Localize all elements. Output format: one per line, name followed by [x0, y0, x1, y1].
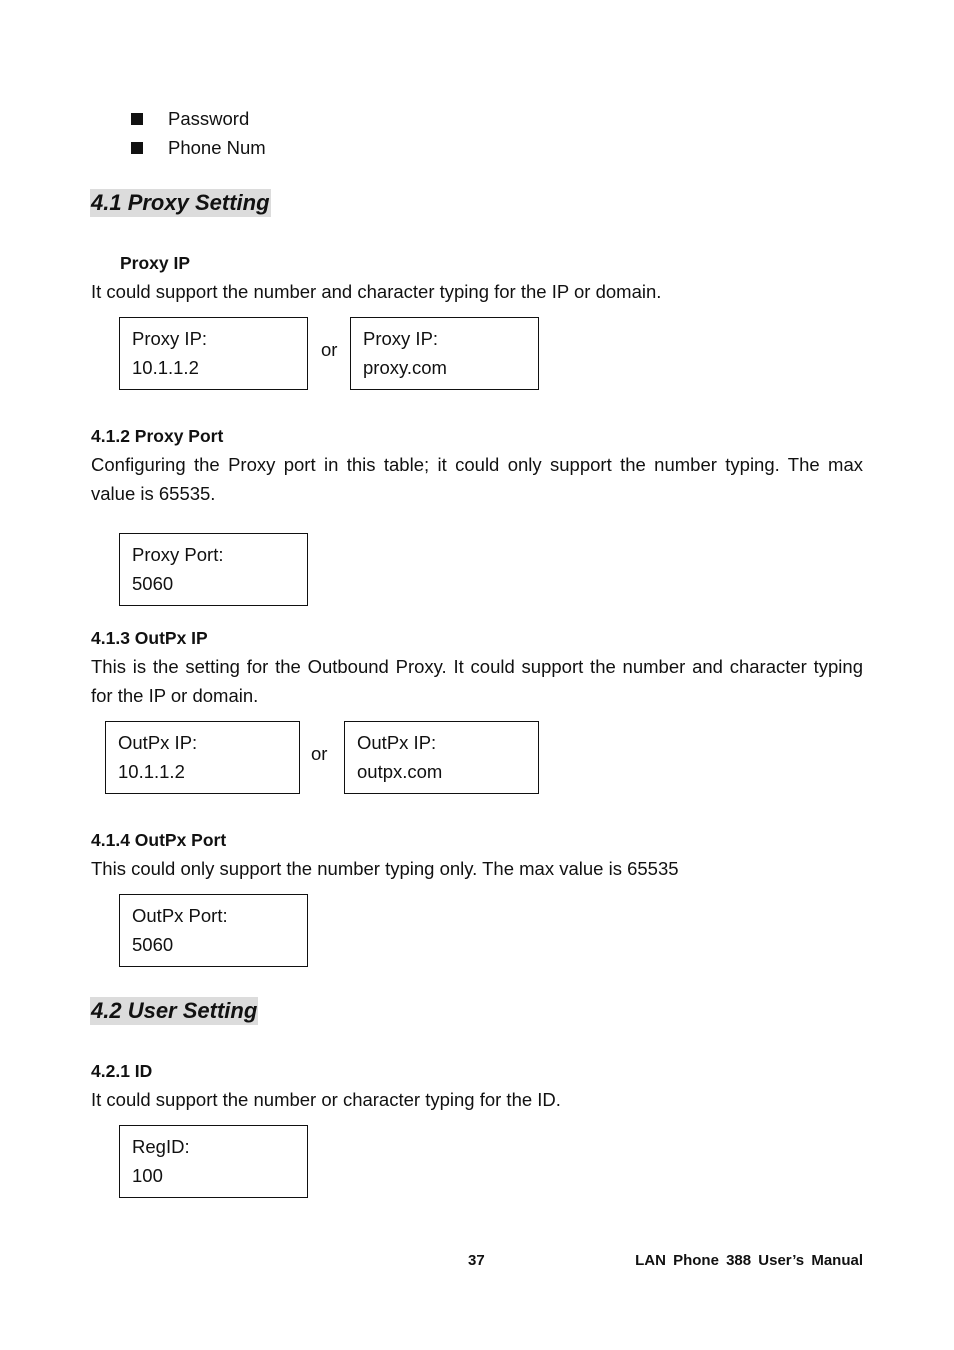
lcd-label: Proxy IP:: [132, 328, 208, 349]
lcd-value: 10.1.1.2: [118, 760, 185, 782]
lcd-value: proxy.com: [363, 356, 447, 378]
heading-id: 4.2.1 ID: [91, 1061, 153, 1081]
lcd-box-reg-id: [119, 1125, 308, 1198]
or-separator: or: [311, 743, 328, 764]
bullet-item-password: Password: [168, 108, 250, 129]
paragraph-outpx-port: This could only support the number typing only. The max value is 65535: [91, 858, 679, 879]
paragraph-id: It could support the number or character typing for the ID.: [91, 1089, 561, 1110]
lcd-value: 5060: [132, 933, 174, 955]
heading-outpx-ip: 4.1.3 OutPx IP: [91, 628, 208, 648]
or-separator: or: [321, 339, 338, 360]
lcd-label: OutPx Port:: [132, 905, 228, 926]
heading-outpx-port: 4.1.4 OutPx Port: [91, 830, 227, 850]
lcd-box-outpx-ip-domain: [344, 721, 539, 794]
lcd-value: outpx.com: [357, 760, 443, 782]
lcd-box-proxy-port: [119, 533, 308, 606]
lcd-box-outpx-port: [119, 894, 308, 967]
lcd-box-proxy-ip-numeric: [119, 317, 308, 390]
manual-title: LAN Phone 388 User’s Manual: [635, 1252, 863, 1269]
lcd-value: 10.1.1.2: [132, 356, 199, 378]
paragraph-proxy-ip: It could support the number and character typing for the IP or domain.: [91, 281, 662, 302]
bullet-square-icon: [131, 142, 143, 154]
lcd-label: RegID:: [132, 1136, 190, 1157]
lcd-label: Proxy Port:: [132, 544, 224, 565]
lcd-label: OutPx IP:: [357, 732, 437, 753]
lcd-box-proxy-ip-domain: [350, 317, 539, 390]
section-title-user-setting: 4.2 User Setting: [91, 998, 258, 1023]
bullet-item-phone-num: Phone Num: [168, 137, 266, 158]
lcd-value: 5060: [132, 572, 174, 594]
lcd-box-outpx-ip-numeric: [105, 721, 300, 794]
section-title-proxy-setting: 4.1 Proxy Setting: [91, 190, 270, 215]
lcd-value: 100: [132, 1164, 163, 1186]
heading-proxy-ip: Proxy IP: [120, 253, 191, 273]
paragraph-outpx-ip: This is the setting for the Outbound Proxy. It could support the number and character typing for the IP or domain.: [91, 656, 863, 706]
paragraph-proxy-port: Configuring the Proxy port in this table; it could only support the number typing. The max value is 65535.: [91, 454, 863, 504]
lcd-label: Proxy IP:: [363, 328, 439, 349]
lcd-label: OutPx IP:: [118, 732, 198, 753]
heading-proxy-port: 4.1.2 Proxy Port: [91, 426, 224, 446]
page-number: 37: [468, 1252, 485, 1269]
bullet-square-icon: [131, 113, 143, 125]
